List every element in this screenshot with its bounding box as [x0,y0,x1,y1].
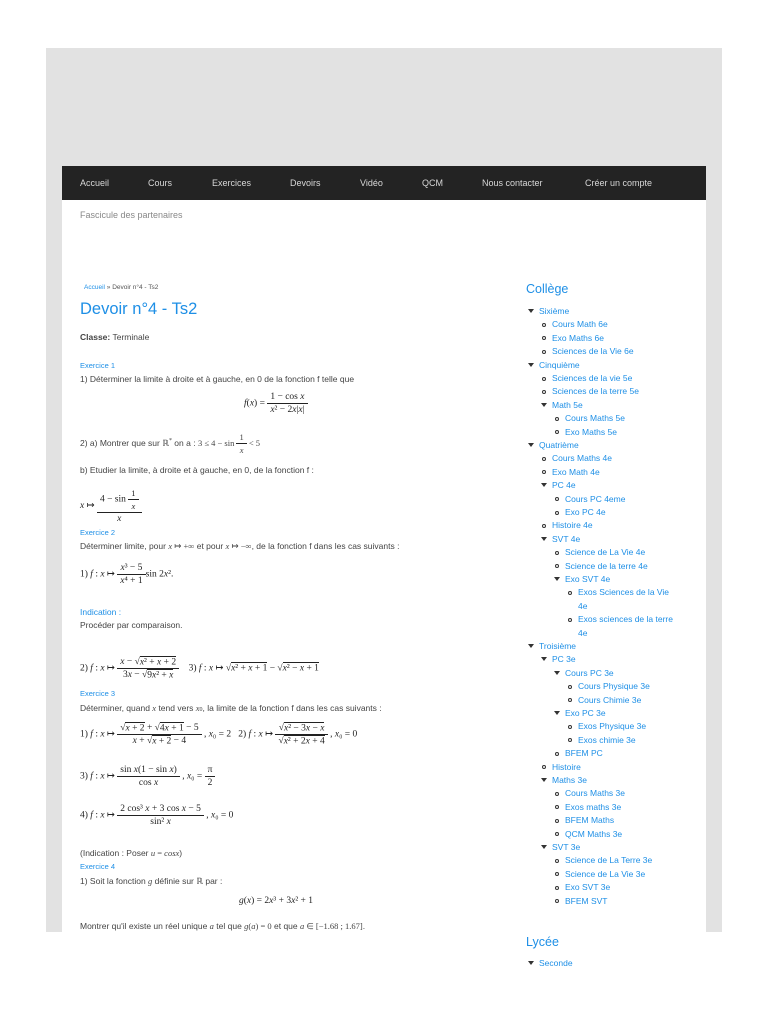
sidebar-link[interactable]: Science de La Vie 3e [565,868,646,879]
sidebar-link-continued[interactable]: 4e [578,600,588,611]
expand-triangle-icon[interactable] [554,711,560,715]
formula-ex3-case-3: 3) f : x ↦ $\frac{\text{sin x(1 − sin x)}}{\text{cos x}}$ , x₀ = $\frac{\pi}{2}$ [80,765,215,788]
sidebar-link[interactable]: PC 4e [552,480,576,491]
bullet-icon [555,886,559,890]
formula-ex2-case-1: 1) f : x ↦ $\frac{\text{x³ − 5}}{\text{x⁴ + 1}}$ sin 2x². [80,563,174,586]
exercise-2-indication-text: Procéder par comparaison. [80,620,183,630]
expand-triangle-icon[interactable] [528,309,534,313]
bullet-icon [542,323,546,327]
sidebar-link[interactable]: PC 3e [552,654,576,665]
sidebar-link[interactable]: Exo SVT 3e [565,882,611,893]
formula-f-definition: f(x) = $\frac{\text{1 − cos x}}{\text{x² − 2x|x|}}$ [244,392,308,415]
expand-triangle-icon[interactable] [528,363,534,367]
sidebar-link[interactable]: Quatrième [539,440,579,450]
sidebar-link[interactable]: Cours Maths 5e [565,413,625,424]
page-title: Devoir n°4 - Ts2 [80,300,198,318]
sidebar-link[interactable]: Sciences de la terre 5e [552,386,639,397]
bullet-icon [555,497,559,501]
exercise-1-question-2a: 2) a) Montrer que sur ℝ* on a : 3 ≤ 4 − sin $\frac{1}{x}$ < 5 [80,432,260,455]
expand-triangle-icon[interactable] [528,443,534,447]
bullet-icon [542,390,546,394]
exercise-1-question-1: 1) Déterminer la limite à droite et à gauche, en 0 de la fonction f telle que [80,374,355,384]
exercise-4-question-1: 1) Soit la fonction g définie sur ℝ par : [80,876,223,886]
breadcrumb-current: Devoir n°4 - Ts2 [112,284,159,291]
formula-f-sin: x ↦ 4 − sin $\frac{1}{x}$ x [80,488,142,524]
classe-label: Classe: [80,332,111,342]
expand-triangle-icon[interactable] [541,403,547,407]
sidebar-link[interactable]: Maths 3e [552,775,587,785]
sidebar-link[interactable]: Math 5e [552,399,583,410]
sidebar-link[interactable]: Exo PC 4e [565,507,606,517]
exercise-4-heading[interactable]: Exercice 4 [80,862,116,871]
bullet-icon [555,752,559,756]
sidebar-link[interactable]: Sciences de la vie 5e [552,373,633,383]
formula-ex3-case-4: 4) f : x ↦ $\frac{\text{2 cos³ x + 3 cos x − 5}}{\text{sin² x}}$ , x₀ = 0 [80,804,234,827]
sidebar-link[interactable]: Troisième [539,641,576,651]
breadcrumb-separator: » [104,284,113,291]
bullet-icon [555,792,559,796]
nav-item-contact[interactable]: Nous contacter [482,178,543,188]
bullet-icon [555,872,559,876]
sidebar-link[interactable]: Cinquième [539,359,580,370]
exercise-4-show-root: Montrer qu'il existe un réel unique a tel que g(a) = 0 et que a ∈ [−1.68 ; 1.67]. [80,921,366,931]
sidebar-link[interactable]: Exos chimie 3e [578,734,636,745]
expand-triangle-icon[interactable] [554,671,560,675]
expand-triangle-icon[interactable] [528,961,534,965]
sidebar-link[interactable]: Exos Physique 3e [578,721,647,732]
sidebar-link[interactable]: Histoire [552,761,581,772]
sidebar-link[interactable]: Exo Math 4e [552,466,600,477]
sidebar-link[interactable]: Exos maths 3e [565,801,622,812]
sidebar-link-continued[interactable]: 4e [578,627,588,638]
exercise-3-heading[interactable]: Exercice 3 [80,689,116,698]
classe-value: Terminale [112,332,150,342]
sidebar-link[interactable]: BFEM Maths [565,815,615,826]
bullet-icon [568,738,572,742]
nav-item-devoirs[interactable]: Devoirs [290,178,321,188]
bullet-icon [542,377,546,381]
sidebar-link[interactable]: Cours PC 3e [565,667,614,678]
exercise-2-intro: Déterminer limite, pour x ↦ +∞ et pour x ↦ −∞, de la fonction f dans les cas suivants : [80,541,400,551]
nav-item-exercices[interactable]: Exercices [212,178,252,188]
sidebar-link[interactable]: Science de la terre 4e [565,560,648,571]
sidebar-link[interactable]: Exo Maths 6e [552,332,604,343]
sidebar-link[interactable]: Sciences de la Vie 6e [552,346,634,357]
formula-ex3-cases-1-2: 1) f : x ↦ $\frac{√x + 2 + √4x + 1 - 5}{x + √x + 2 - 4}$ , x₀ = 2 2) f : x ↦ $\frac{\text{√x² − 3x − x}}{\text{√x² + 2x + 4}}$ , x₀ = 0 [80,723,358,746]
bullet-icon [555,551,559,555]
sidebar-link[interactable]: Cours Physique 3e [578,681,650,692]
bullet-icon [542,470,546,474]
page-background [46,48,722,968]
bullet-icon [568,685,572,689]
bullet-icon [568,725,572,729]
expand-triangle-icon[interactable] [554,577,560,581]
expand-triangle-icon[interactable] [541,537,547,541]
expand-triangle-icon[interactable] [541,845,547,849]
exercise-1-heading[interactable]: Exercice 1 [80,361,116,370]
bullet-icon [542,524,546,528]
exercise-2-heading[interactable]: Exercice 2 [80,528,116,537]
sidebar-link[interactable]: SVT 4e [552,533,581,544]
bullet-icon [555,417,559,421]
nav-item-create-account[interactable]: Créer un compte [585,178,653,188]
sidebar-title-college: Collège [526,282,569,296]
bullet-icon [555,430,559,434]
expand-triangle-icon[interactable] [541,657,547,661]
bullet-icon [555,564,559,568]
sidebar-link[interactable]: Cours Maths 4e [552,453,612,464]
sidebar-link[interactable]: Exos sciences de la terre [578,614,673,625]
bullet-icon [568,698,572,702]
breadcrumb-home-link[interactable]: Accueil [84,284,105,291]
bullet-icon [542,350,546,354]
sidebar-title-lycee: Lycée [526,935,559,949]
main-nav [62,166,706,200]
bullet-icon [555,805,559,809]
bullet-icon [568,591,572,595]
sidebar-link[interactable]: QCM Maths 3e [565,828,623,839]
exercise-3-indication: (Indication : Poser u = cosx) [80,848,183,858]
sidebar-link[interactable]: Science de La Terre 3e [565,855,653,866]
sidebar-link[interactable]: BFEM PC [565,748,603,759]
nav-item-qcm[interactable]: QCM [422,178,443,188]
sidebar-link[interactable]: Cours PC 4eme [565,493,626,504]
bullet-icon [568,618,572,622]
bullet-icon [555,511,559,515]
expand-triangle-icon[interactable] [541,483,547,487]
expand-triangle-icon[interactable] [528,644,534,648]
exercise-1-question-2b: b) Etudier la limite, à droite et à gauche, en 0, de la fonction f : [80,465,314,475]
bullet-icon [555,859,559,863]
exercise-3-intro: Déterminer, quand x tend vers x0, la limite de la fonction f dans les cas suivants : [80,703,382,713]
nav-item-video[interactable]: Vidéo [360,178,383,188]
sidebar-link[interactable]: Cours Maths 3e [565,788,625,799]
classe-line [80,332,149,342]
bullet-icon [542,457,546,461]
sidebar-link[interactable]: Science de La Vie 4e [565,547,646,558]
sidebar-link[interactable]: Histoire 4e [552,520,593,531]
exercise-2-indication-label: Indication : [80,607,122,617]
formula-ex2-cases-2-3: 2) f : x ↦ $\frac{\text{x − √x² + x + 2}}{\text{3x − √9x² + x}}$ 3) f : x ↦ √x² + x + 1 − √x² − x + 1 [80,657,319,680]
nav-item-accueil[interactable]: Accueil [80,178,110,188]
sidebar-link[interactable]: Exos Sciences de la Vie [578,587,670,598]
content-area [62,166,706,968]
nav-item-cours[interactable]: Cours [148,178,173,188]
sidebar-link[interactable]: Sixième [539,306,570,316]
breadcrumb [84,284,158,291]
bullet-icon [555,899,559,903]
sidebar-link[interactable]: Seconde [539,958,573,968]
sidebar-link[interactable]: Exo Maths 5e [565,426,617,437]
bullet-icon [555,832,559,836]
sidebar-link[interactable]: Cours Math 6e [552,319,608,330]
partners-link[interactable]: Fascicule des partenaires [80,210,183,220]
bullet-icon [555,819,559,823]
bullet-icon [542,336,546,340]
sidebar-link[interactable]: SVT 3e [552,842,581,852]
bullet-icon [542,765,546,769]
sidebar-link[interactable]: Cours Chimie 3e [578,694,642,705]
formula-g-definition: g(x) = 2x³ + 3x² + 1 [239,896,314,906]
sidebar-link[interactable]: Exo PC 3e [565,708,606,718]
expand-triangle-icon[interactable] [541,778,547,782]
sidebar-link[interactable]: BFEM SVT [565,895,608,906]
sidebar-link[interactable]: Exo SVT 4e [565,574,611,584]
